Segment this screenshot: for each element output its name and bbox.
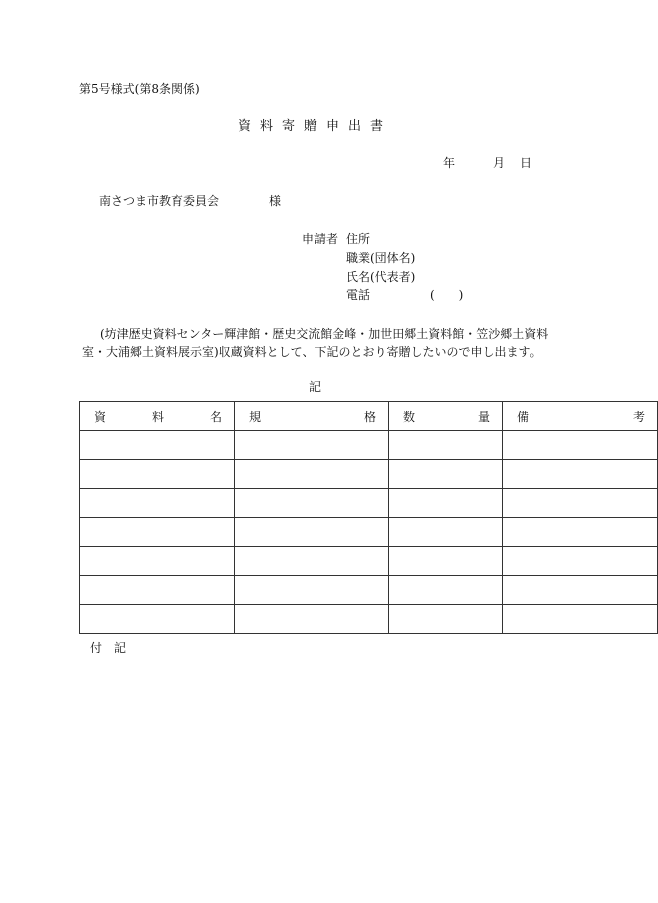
table-cell[interactable] — [389, 431, 503, 460]
applicant-name-label: 氏名(代表者) — [346, 270, 416, 284]
ki-heading: 記 — [308, 380, 321, 394]
table-cell[interactable] — [235, 518, 389, 547]
table-row — [80, 431, 658, 460]
table-cell[interactable] — [389, 547, 503, 576]
table-cell[interactable] — [80, 576, 235, 605]
table-cell[interactable] — [80, 547, 235, 576]
addressee-honorific: 様 — [269, 194, 282, 208]
table-cell[interactable] — [389, 489, 503, 518]
header-item-name: 資料名 — [80, 402, 235, 431]
request-statement-text: (坊津歴史資料センター輝津館・歴史交流館金峰・加世田郷土資料館・笠沙郷土資料室・大浦郷土資料展示室)収蔵資料として、下記のとおり寄贈したいので申し出ます。 — [82, 327, 549, 359]
table-cell[interactable] — [503, 431, 658, 460]
table-cell[interactable] — [389, 460, 503, 489]
addressee-name: 南さつま市教育委員会 — [99, 194, 220, 208]
date-month-label: 月 — [493, 156, 506, 170]
table-cell[interactable] — [389, 518, 503, 547]
header-quantity: 数量 — [389, 402, 503, 431]
table-row — [80, 605, 658, 634]
table-cell[interactable] — [80, 431, 235, 460]
table-cell[interactable] — [80, 489, 235, 518]
table-cell[interactable] — [80, 605, 235, 634]
table-cell[interactable] — [503, 547, 658, 576]
addressee — [99, 194, 281, 208]
applicant-label: 申請者 — [302, 232, 339, 246]
table-cell[interactable] — [389, 605, 503, 634]
table-header-row — [80, 402, 658, 431]
table-cell[interactable] — [389, 576, 503, 605]
table-cell[interactable] — [235, 460, 389, 489]
table-cell[interactable] — [80, 518, 235, 547]
table-cell[interactable] — [503, 576, 658, 605]
table-cell[interactable] — [503, 460, 658, 489]
table-cell[interactable] — [503, 518, 658, 547]
request-statement — [82, 325, 552, 361]
applicant-address-label: 住所 — [346, 232, 371, 246]
table-cell[interactable] — [235, 431, 389, 460]
table-row — [80, 576, 658, 605]
document-title: 資料寄贈申出書 — [237, 119, 392, 134]
table-row — [80, 518, 658, 547]
table-cell[interactable] — [235, 489, 389, 518]
applicant-phone-label: 電話 — [346, 288, 371, 302]
date-line — [443, 156, 532, 170]
header-spec: 規格 — [235, 402, 389, 431]
table-row — [80, 460, 658, 489]
table-cell[interactable] — [80, 460, 235, 489]
table-cell[interactable] — [235, 547, 389, 576]
date-day-label: 日 — [520, 156, 533, 170]
donation-items-table — [79, 401, 658, 634]
addendum-label: 付記 — [90, 641, 139, 655]
table-row — [80, 489, 658, 518]
table-cell[interactable] — [503, 605, 658, 634]
table-cell[interactable] — [235, 605, 389, 634]
applicant-occupation-label: 職業(団体名) — [346, 251, 416, 265]
header-remarks: 備考 — [503, 402, 658, 431]
table-row — [80, 547, 658, 576]
table-cell[interactable] — [235, 576, 389, 605]
date-year-label: 年 — [443, 156, 456, 170]
phone-paren: ( ) — [430, 288, 464, 302]
table-cell[interactable] — [503, 489, 658, 518]
form-number: 第5号様式(第8条関係) — [79, 82, 200, 96]
